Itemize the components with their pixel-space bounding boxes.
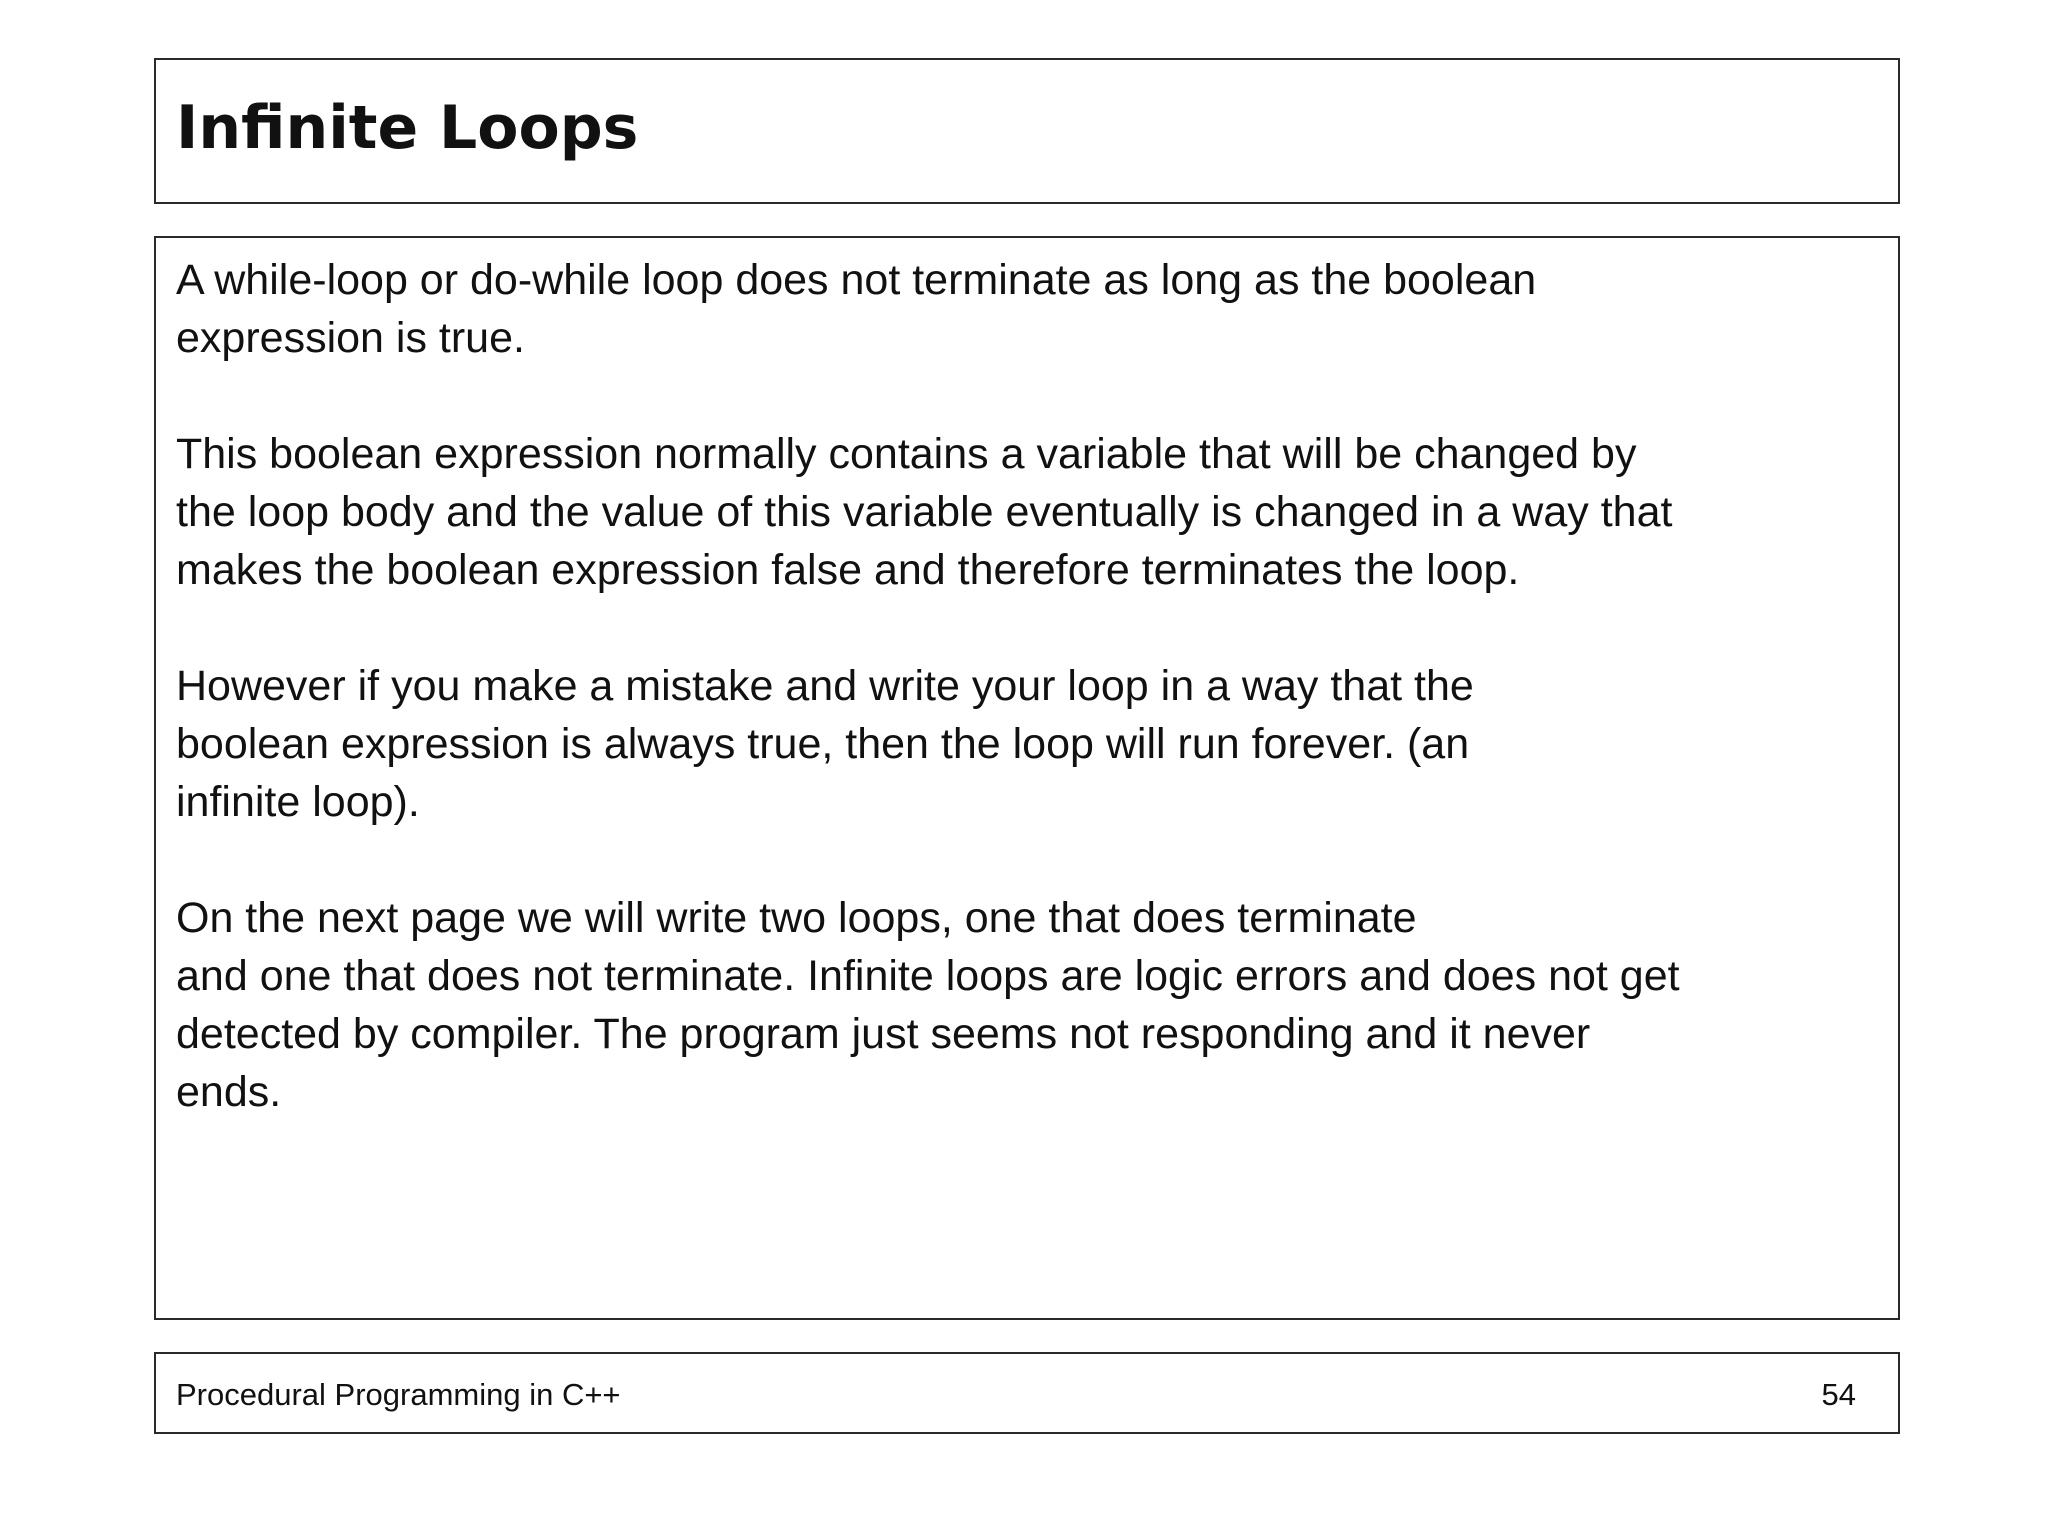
paragraph-2: This boolean expression normally contains a variable that will be changed by the loop body and the value of this variable eventually is changed in a way that makes the boolean expression false and therefore terminates the loop.	[176, 430, 1673, 594]
content-box	[154, 236, 1900, 1320]
paragraph-4: On the next page we will write two loops, one that does terminate and one that does not terminate. Infinite loops are logic errors and does not get detected by compiler. The program just seems not responding and it never ends.	[176, 894, 1680, 1116]
title-box	[154, 58, 1900, 204]
paragraph-1: A while-loop or do-while loop does not terminate as long as the boolean expression is true.	[176, 256, 1537, 362]
footer-box	[154, 1352, 1900, 1434]
slide-title: Infinite Loops	[176, 93, 639, 163]
footer-course-title: Procedural Programming in C++	[176, 1377, 621, 1412]
footer-page-number: 54	[1821, 1377, 1856, 1412]
paragraph-3: However if you make a mistake and write your loop in a way that the boolean expression is always true, then the loop will run forever. (an infinite loop).	[176, 662, 1474, 826]
slide-body	[176, 251, 1876, 1179]
